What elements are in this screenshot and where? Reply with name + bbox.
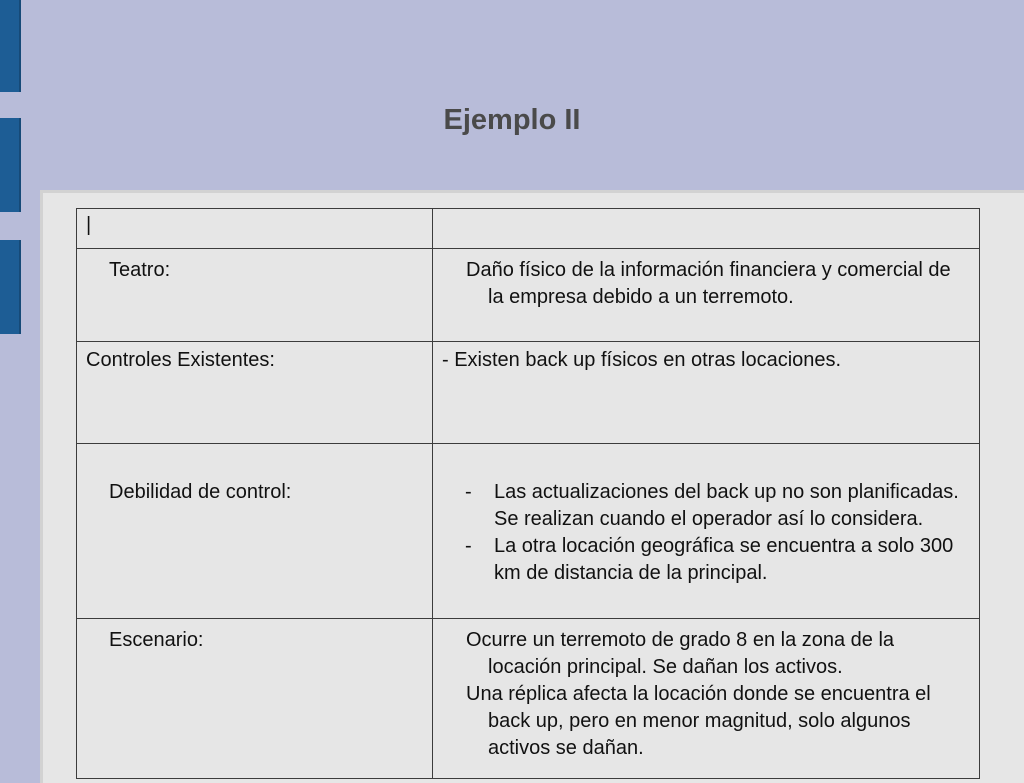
list-item (433, 533, 979, 587)
table-cell[interactable] (77, 209, 433, 249)
risk-table (76, 208, 980, 779)
row-label-debilidad: Debilidad de control: (77, 444, 433, 619)
slide-accent-bar-3 (0, 240, 21, 334)
row-text-controles: - Existen back up físicos en otras locaciones. (442, 349, 842, 371)
row-label-controles: Controles Existentes: (77, 342, 433, 444)
slide-accent-bar-1 (0, 0, 21, 92)
list-item (433, 479, 979, 533)
table-row (77, 619, 980, 779)
row-text-teatro: Daño físico de la información financiera y comercial de la empresa debido a un terremoto. (466, 259, 951, 308)
row-label-escenario: Escenario: (77, 619, 433, 779)
row-paragraph: Ocurre un terremoto de grado 8 en la zona de la locación principal. Se dañan los activos. (466, 629, 895, 678)
table-row (77, 444, 980, 619)
text-cursor: | (86, 214, 92, 236)
row-label-teatro: Teatro: (77, 249, 433, 342)
bullet-marker: - (465, 481, 472, 503)
bullet-text: La otra locación geográfica se encuentra a solo 300 km de distancia de la principal. (494, 535, 954, 584)
slide-title: Ejemplo II (443, 104, 581, 136)
table-row (77, 342, 980, 444)
table-row (77, 209, 980, 249)
bullet-marker: - (465, 535, 472, 557)
table-cell[interactable] (433, 209, 980, 249)
row-paragraph: Una réplica afecta la locación donde se encuentra el back up, pero en menor magnitud, solo algunos activos se dañan. (466, 683, 931, 759)
bullet-text: Las actualizaciones del back up no son planificadas. Se realizan cuando el operador así lo considera. (494, 481, 959, 530)
table-row (77, 249, 980, 342)
